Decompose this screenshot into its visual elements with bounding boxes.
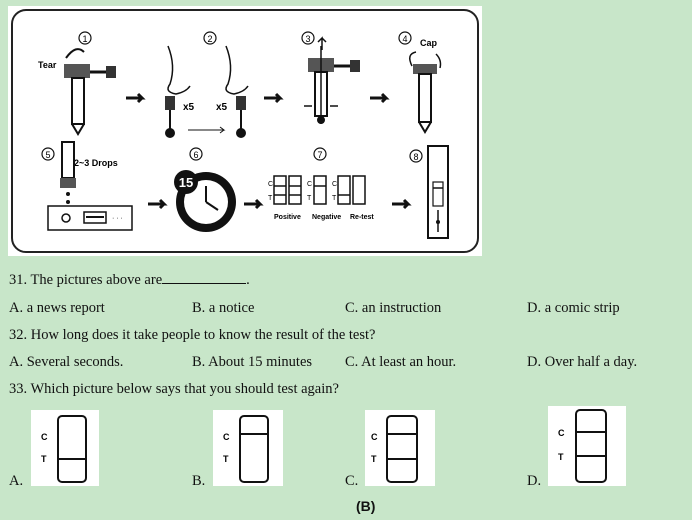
drops-label: 2~3 Drops bbox=[74, 158, 118, 168]
step-6-timer bbox=[174, 148, 236, 232]
arrow-5 bbox=[244, 200, 260, 208]
svg-text:T: T bbox=[268, 195, 273, 202]
step-number: 3 bbox=[305, 34, 311, 44]
step-8-card bbox=[410, 146, 448, 238]
strip-t-letter: T bbox=[558, 452, 564, 462]
arrow-1 bbox=[126, 94, 142, 102]
tear-label: Tear bbox=[38, 60, 57, 70]
strip-c-letter: C bbox=[223, 432, 230, 442]
option-33-a-label: A. bbox=[9, 473, 24, 489]
question-32: 32. How long does it take people to know the result of the test? bbox=[9, 327, 376, 343]
option-32-a: A. Several seconds. bbox=[9, 354, 124, 370]
strip-t-letter: T bbox=[41, 454, 47, 464]
svg-text:C: C bbox=[268, 181, 274, 188]
x5-label: x5 bbox=[216, 102, 228, 113]
negative-label: Negative bbox=[312, 214, 342, 221]
answer-blank bbox=[162, 272, 246, 284]
option-31-c: C. an instruction bbox=[345, 300, 442, 316]
step-2-nostrils bbox=[165, 32, 248, 138]
svg-text:C: C bbox=[332, 181, 338, 188]
instruction-figure bbox=[8, 6, 482, 256]
step-number: 5 bbox=[45, 150, 51, 160]
test-strip-b bbox=[213, 410, 283, 486]
option-33-b-label: B. bbox=[192, 473, 206, 489]
section-label: (B) bbox=[356, 498, 376, 514]
strip-c-letter: C bbox=[558, 428, 565, 438]
test-strip-a bbox=[31, 410, 99, 486]
option-32-d: D. Over half a day. bbox=[527, 354, 638, 370]
arrow-6 bbox=[392, 200, 408, 208]
strip-c-letter: C bbox=[371, 432, 378, 442]
option-32-c: C. At least an hour. bbox=[345, 354, 457, 370]
step-number: 1 bbox=[82, 34, 88, 44]
strip-t-letter: T bbox=[223, 454, 229, 464]
positive-label: Positive bbox=[274, 214, 301, 221]
option-33-a-strip bbox=[31, 410, 99, 486]
svg-text:C: C bbox=[307, 181, 313, 188]
option-33-c-label: C. bbox=[345, 473, 359, 489]
x5-label: x5 bbox=[183, 102, 195, 113]
arrow-4 bbox=[148, 200, 164, 208]
question-31: 31. The pictures above are . bbox=[9, 272, 250, 288]
step-number: 4 bbox=[402, 34, 408, 44]
option-31-b: B. a notice bbox=[192, 300, 255, 316]
svg-text:T: T bbox=[332, 195, 337, 202]
test-strip-d bbox=[548, 406, 626, 486]
svg-text:T: T bbox=[307, 195, 312, 202]
cap-label: Cap bbox=[420, 38, 438, 48]
step-number: 7 bbox=[317, 150, 323, 160]
retest-label: Re-test bbox=[350, 214, 374, 221]
step-4-cap bbox=[399, 32, 441, 132]
step-3-swab bbox=[302, 32, 360, 124]
option-33-d-strip bbox=[548, 406, 626, 486]
step-number: 8 bbox=[413, 152, 419, 162]
step-5-drops bbox=[42, 142, 132, 230]
test-strip-c bbox=[365, 410, 435, 486]
strip-t-letter: T bbox=[371, 454, 377, 464]
step-number: 6 bbox=[193, 150, 199, 160]
option-33-b-strip bbox=[213, 410, 283, 486]
step-number: 2 bbox=[207, 34, 213, 44]
option-31-d: D. a comic strip bbox=[527, 300, 620, 316]
arrow-3 bbox=[370, 94, 386, 102]
option-33-d-label: D. bbox=[527, 473, 542, 489]
arrow-2 bbox=[264, 94, 280, 102]
option-32-b: B. About 15 minutes bbox=[192, 354, 313, 370]
step-1-tube bbox=[38, 32, 116, 134]
option-31-a: A. a news report bbox=[9, 300, 105, 316]
timer-label: 15 bbox=[178, 175, 194, 190]
instruction-illustration bbox=[8, 6, 482, 256]
option-33-c-strip bbox=[365, 410, 435, 486]
strip-c-letter: C bbox=[41, 432, 48, 442]
question-33: 33. Which picture below says that you should test again? bbox=[9, 381, 339, 397]
question-31-stem: 31. The pictures above are bbox=[9, 272, 163, 288]
svg-text:· · ·: · · · bbox=[112, 215, 123, 222]
step-7-results bbox=[268, 148, 374, 221]
